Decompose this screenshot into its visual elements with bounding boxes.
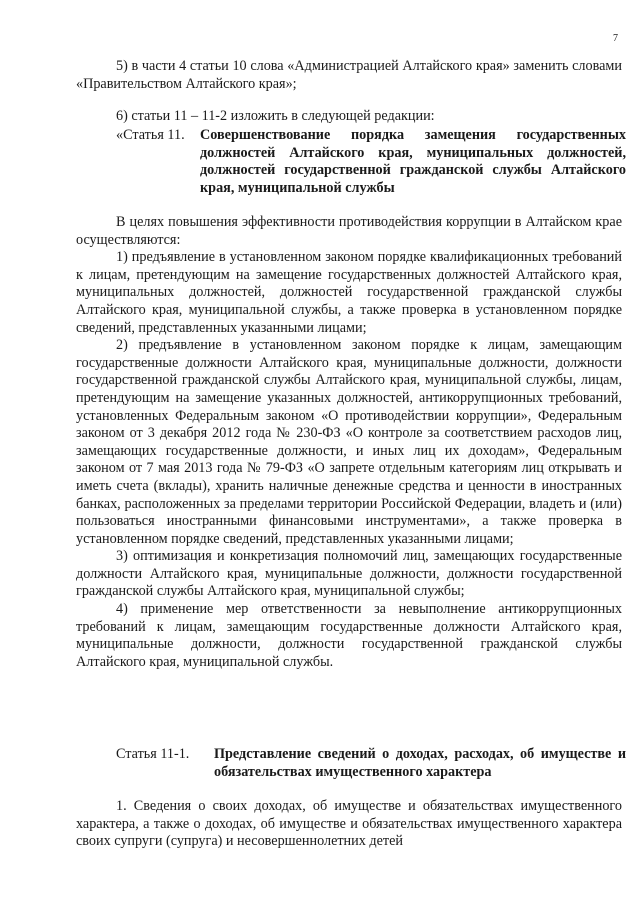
article-title: Представление сведений о доходах, расходах, об имуществе и обязательствах имущественного характера [214,746,626,780]
article-title: Совершенствование порядка замещения государственных должностей Алтайского края, муниципальных должностей, должностей государственной гражданской службы Алтайского края, муниципальной службы [200,127,626,196]
paragraph-5 [76,58,622,93]
article-number: «Статья 11. [116,127,185,143]
paragraph-final [76,798,622,851]
list-item-3: 3) оптимизация и конкретизация полномочий лиц, замещающих государственные должности Алтайского края, муниципальные должности, должности государственной гражданской службы Алтайского края, муниципальной службы; [76,548,622,600]
article-11-1-heading [116,746,626,781]
list-item-1: 1) предъявление в установленном законом порядке квалификационных требований к лицам, претендующим на замещение государственных должностей Алтайского края, муниципальных должностей, должностей государственной гражданской службы Алтайского края, муниципальной службы, а также проверка в установленном порядке сведений, представленных указанными лицами; [76,249,622,336]
intro-paragraph: В целях повышения эффективности противодействия коррупции в Алтайском крае осуществляются: [76,214,622,248]
article-11-heading [116,127,626,197]
list-item-2: 2) предъявление в установленном законом порядке к лицам, замещающим государственные должности Алтайского края, муниципальные должности, должности государственной гражданской службы Алтайского края, муниципальной службы, лицам, претендующим на замещение указанных должностей, антикоррупционных требований, установленных Федеральным законом «О противодействии коррупции», Федеральным законом от 3 декабря 2012 года № 230-ФЗ «О контроле за соответствием расходов лиц, замещающих государственные должности, и иных лиц их доходам», Федеральным законом от 7 мая 2013 года № 79-ФЗ «О запрете отдельным категориям лиц открывать и иметь счета (вклады), хранить наличные денежные средства и ценности в иностранных банках, расположенных за пределами территории Российской Федерации, владеть и (или) пользоваться иностранными финансовыми инструментами», а также проверка в установленном порядке сведений, представленных указанными лицами; [76,337,622,547]
list-item-4: 4) применение мер ответственности за невыполнение антикоррупционных требований к лицам, замещающим государственные должности Алтайского края, муниципальные должности, должности государственной гражданской службы Алтайского края, муниципальной службы. [76,601,622,670]
paragraph-text: 1. Сведения о своих доходах, об имуществе и обязательствах имущественного характера, а также о доходах, об имуществе и обязательствах имущественного характера своих супруги (супруга) и несовершеннолетних детей [76,798,622,850]
article-11-body [76,214,622,671]
paragraph-text: 6) статьи 11 – 11-2 изложить в следующей редакции: [116,108,435,124]
paragraph-text: 5) в части 4 статьи 10 слова «Администрацией Алтайского края» заменить словами «Правительством Алтайского края»; [76,58,622,92]
article-number: Статья 11-1. [116,746,190,762]
paragraph-6 [76,108,622,126]
page-number: 7 [613,33,618,44]
